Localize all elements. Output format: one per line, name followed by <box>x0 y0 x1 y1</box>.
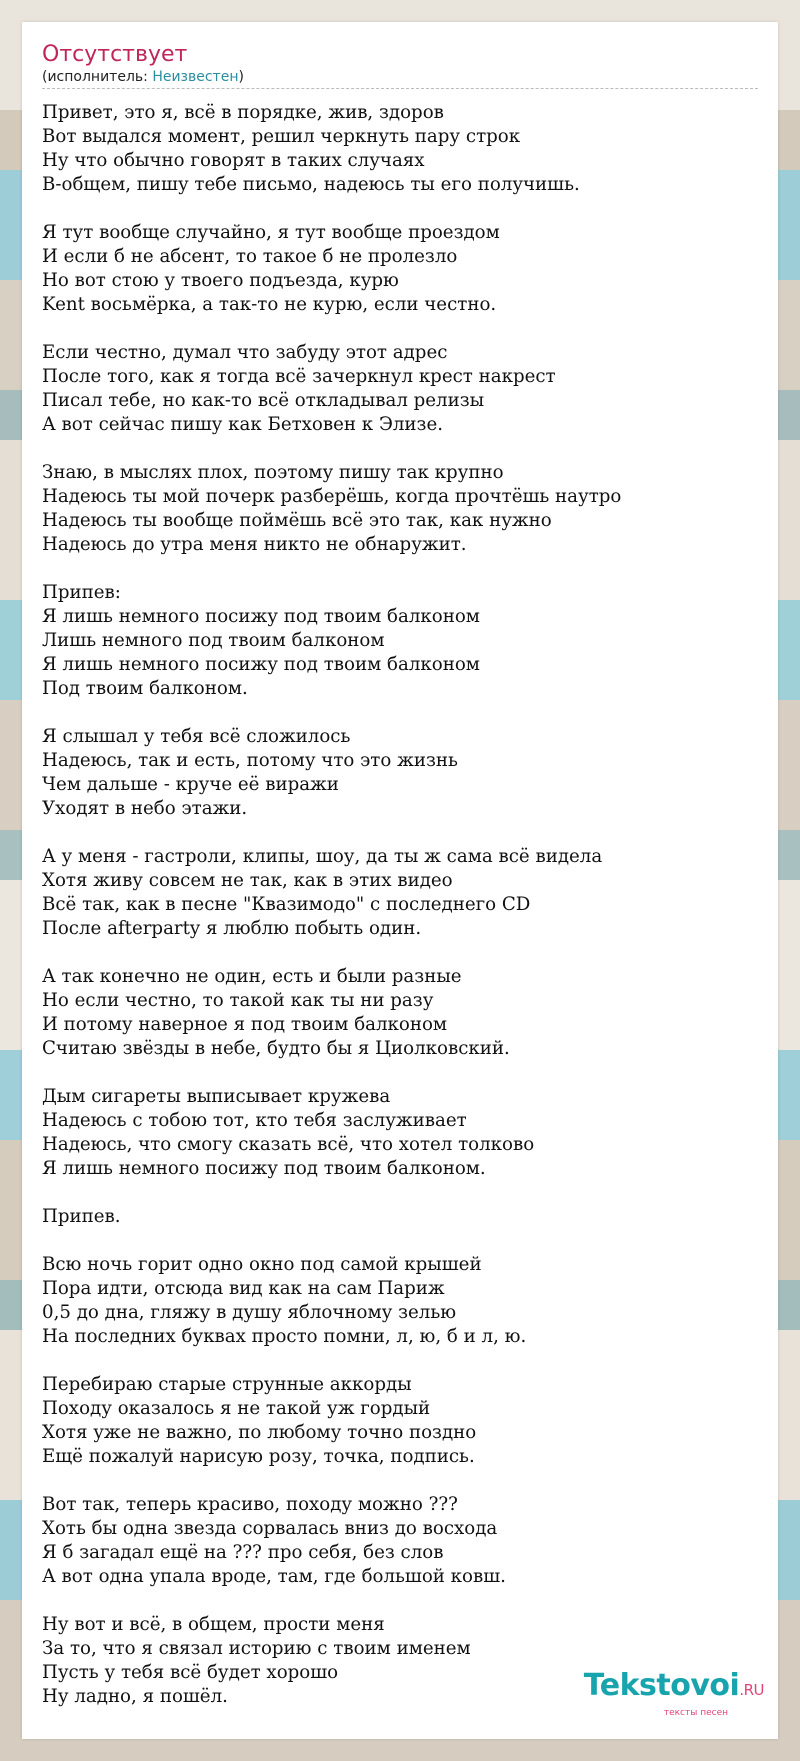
lyric-line: Вот выдался момент, решил черкнуть пару строк <box>42 126 521 147</box>
lyric-line: Знаю, в мыслях плох, поэтому пишу так крупно <box>42 462 504 483</box>
lyric-line: 0,5 до дна, гляжу в душу яблочному зелью <box>42 1302 457 1323</box>
lyric-line: Если честно, думал что забуду этот адрес <box>42 342 448 363</box>
lyric-line: Припев: <box>42 582 121 603</box>
lyric-line: Но вот стою у твоего подъезда, курю <box>42 270 399 291</box>
stanza-gap <box>42 1061 758 1085</box>
lyric-line: А у меня - гастроли, клипы, шоу, да ты ж сама всё видела <box>42 846 603 867</box>
lyric-line: Дым сигареты выписывает кружева <box>42 1086 391 1107</box>
lyric-line: Хотя уже не важно, по любому точно поздно <box>42 1422 477 1443</box>
lyric-line: И если б не абсент, то такое б не пролезло <box>42 246 458 267</box>
site-logo[interactable] <box>554 1669 764 1721</box>
song-title: Отсутствует <box>42 42 188 67</box>
lyric-line: Перебираю старые струнные аккорды <box>42 1374 412 1395</box>
lyric-line: Ну что обычно говорят в таких случаях <box>42 150 425 171</box>
lyric-line: А так конечно не один, есть и были разные <box>42 966 462 987</box>
lyric-line: За то, что я связал историю с твоим именем <box>42 1638 471 1659</box>
stanza-gap <box>42 437 758 461</box>
lyric-line: Я б загадал ещё на ??? про себя, без слов <box>42 1542 444 1563</box>
lyric-line: Хотя живу совсем не так, как в этих видео <box>42 870 453 891</box>
lyric-line: В-общем, пишу тебе письмо, надеюсь ты его получишь. <box>42 174 580 195</box>
lyric-line: Я лишь немного посижу под твоим балконом. <box>42 1158 486 1179</box>
lyric-line: Пусть у тебя всё будет хорошо <box>42 1662 339 1683</box>
song-header <box>42 42 758 89</box>
artist-suffix: ) <box>238 69 244 85</box>
lyric-line: Хоть бы одна звезда сорвалась вниз до восхода <box>42 1518 498 1539</box>
lyric-line: Писал тебе, но как-то всё откладывал релизы <box>42 390 485 411</box>
stanza-gap <box>42 317 758 341</box>
stanza-gap <box>42 1469 758 1493</box>
lyric-line: Надеюсь с тобою тот, кто тебя заслуживает <box>42 1110 467 1131</box>
lyric-line: Уходят в небо этажи. <box>42 798 248 819</box>
lyric-line: Чем дальше - круче её виражи <box>42 774 339 795</box>
stanza-gap <box>42 197 758 221</box>
lyric-line: Я лишь немного посижу под твоим балконом <box>42 606 480 627</box>
lyric-line: Надеюсь ты мой почерк разберёшь, когда прочтёшь наутро <box>42 486 622 507</box>
stanza-gap <box>42 701 758 725</box>
logo-wordmark <box>554 1669 764 1707</box>
lyric-line: Надеюсь ты вообще поймёшь всё это так, как нужно <box>42 510 552 531</box>
logo-main-text: Tekstovoi <box>583 1668 740 1703</box>
lyric-line: Походу оказалось я не такой уж гордый <box>42 1398 431 1419</box>
lyric-line: Всю ночь горит одно окно под самой крышей <box>42 1254 482 1275</box>
lyric-line: Надеюсь, что смогу сказать всё, что хотел толково <box>42 1134 535 1155</box>
lyric-line: Вот так, теперь красиво, походу можно ??? <box>42 1494 458 1515</box>
lyric-line: Я тут вообще случайно, я тут вообще проездом <box>42 222 500 243</box>
stanza-gap <box>42 941 758 965</box>
artist-line <box>42 68 758 89</box>
lyric-line: После afterparty я люблю побыть один. <box>42 918 422 939</box>
lyric-line: Надеюсь, так и есть, потому что это жизнь <box>42 750 458 771</box>
lyric-line: Под твоим балконом. <box>42 678 248 699</box>
lyric-line: Припев. <box>42 1206 121 1227</box>
stanza-gap <box>42 557 758 581</box>
stanza-gap <box>42 1181 758 1205</box>
logo-tld: .RU <box>739 1681 764 1699</box>
lyric-line: Надеюсь до утра меня никто не обнаружит. <box>42 534 467 555</box>
lyric-line: Ещё пожалуй нарисую розу, точка, подпись. <box>42 1446 475 1467</box>
lyric-line: Всё так, как в песне "Квазимодо" с последнего CD <box>42 894 531 915</box>
lyric-line: Я слышал у тебя всё сложилось <box>42 726 351 747</box>
lyric-line: Kent восьмёрка, а так-то не курю, если честно. <box>42 294 497 315</box>
lyric-line: Пора идти, отсюда вид как на сам Париж <box>42 1278 445 1299</box>
lyrics-card <box>22 22 778 1739</box>
artist-prefix: (исполнитель: <box>42 69 153 85</box>
lyric-line: Считаю звёзды в небе, будто бы я Циолковский. <box>42 1038 510 1059</box>
lyric-line: А вот сейчас пишу как Бетховен к Элизе. <box>42 414 443 435</box>
artist-link[interactable]: Неизвестен <box>152 69 239 85</box>
stanza-gap <box>42 1589 758 1613</box>
lyric-line: Привет, это я, всё в порядке, жив, здоров <box>42 102 444 123</box>
lyric-line: И потому наверное я под твоим балконом <box>42 1014 448 1035</box>
lyric-line: Но если честно, то такой как ты ни разу <box>42 990 434 1011</box>
lyrics-body <box>42 101 758 1709</box>
lyric-line: А вот одна упала вроде, там, где большой ковш. <box>42 1566 506 1587</box>
lyric-line: Ну вот и всё, в общем, прости меня <box>42 1614 385 1635</box>
lyric-line: Лишь немного под твоим балконом <box>42 630 385 651</box>
lyric-line: На последних буквах просто помни, л, ю, б и л, ю. <box>42 1326 527 1347</box>
lyric-line: Ну ладно, я пошёл. <box>42 1686 228 1707</box>
stanza-gap <box>42 1349 758 1373</box>
lyric-line: После того, как я тогда всё зачеркнул крест накрест <box>42 366 556 387</box>
lyric-line: Я лишь немного посижу под твоим балконом <box>42 654 480 675</box>
stanza-gap <box>42 821 758 845</box>
logo-subtitle: тексты песен <box>663 1708 728 1718</box>
stanza-gap <box>42 1229 758 1253</box>
